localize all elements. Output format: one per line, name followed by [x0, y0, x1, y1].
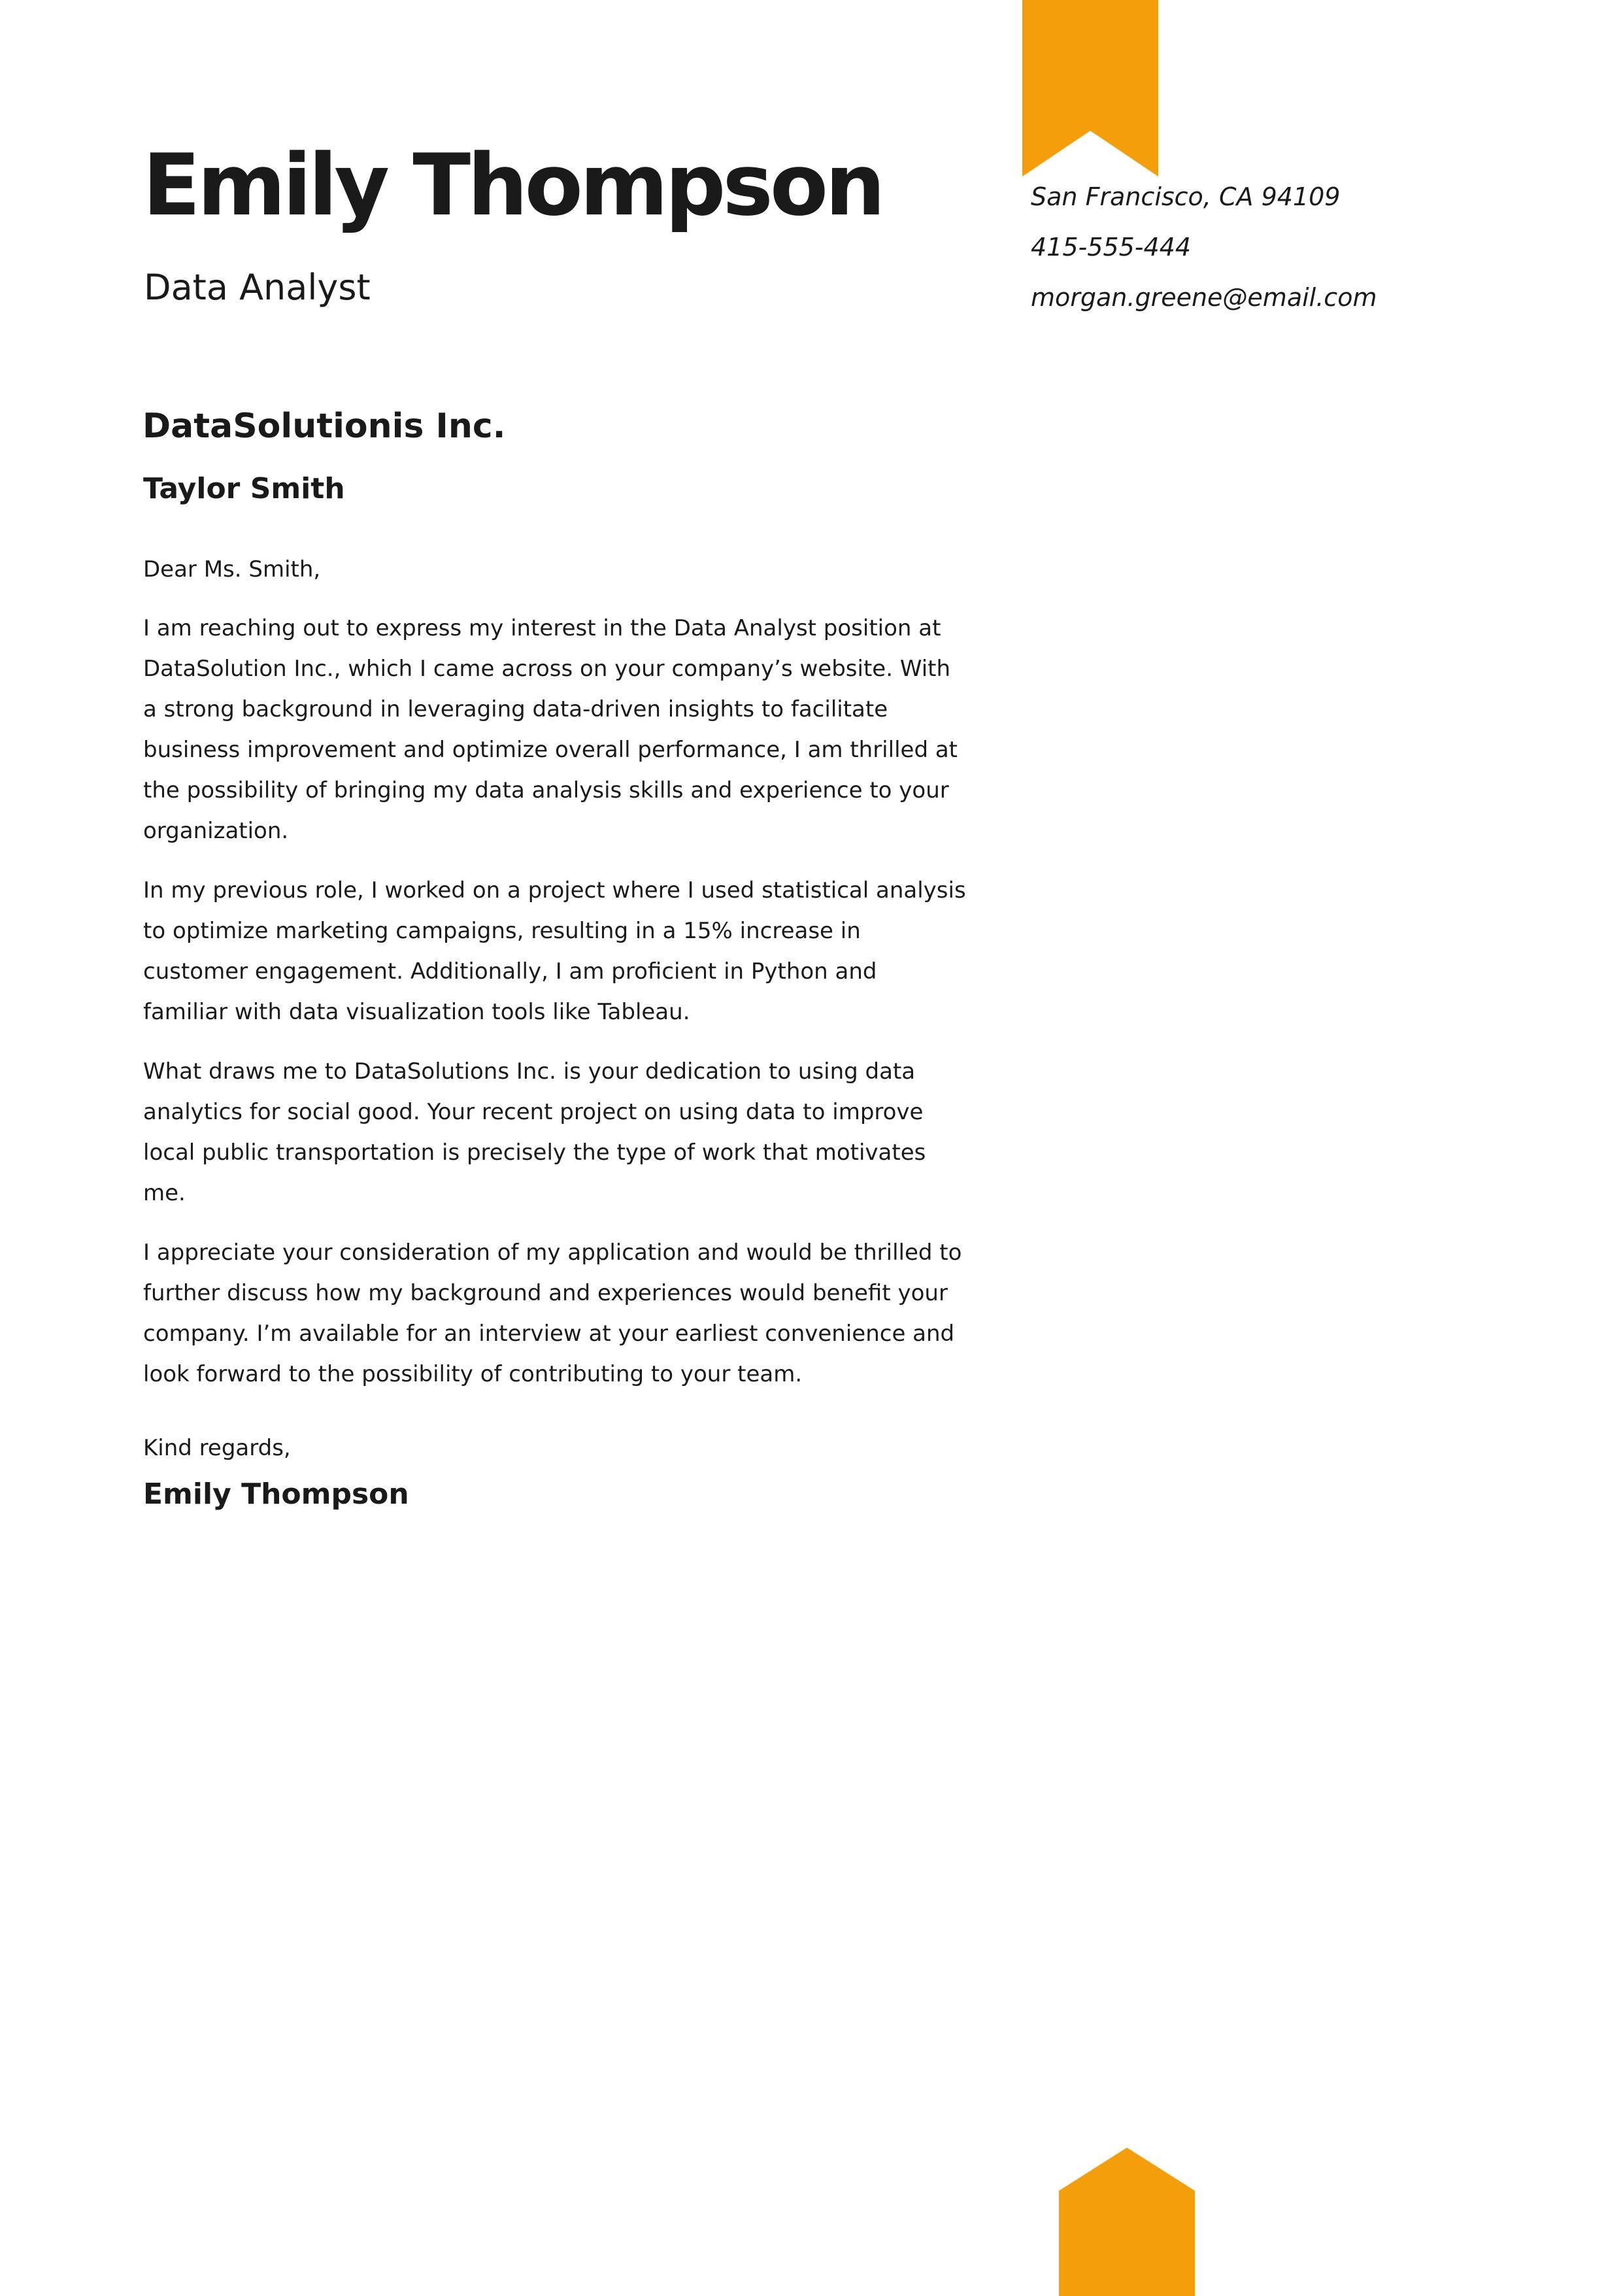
applicant-name: Emily Thompson: [142, 135, 882, 235]
letter-paragraph: In my previous role, I worked on a project where I used statistical analysis to optimize marketing campaigns, resulting in a 15% increase in customer engagement. Additionally, I am proficient in Python and familiar with data visualization tools like Tableau.: [143, 877, 966, 1025]
letter-salutation: Dear Ms. Smith,: [143, 556, 321, 582]
letter-signature: Emily Thompson: [143, 1477, 409, 1511]
applicant-job-title: Data Analyst: [144, 267, 371, 308]
contact-address: San Francisco, CA 94109: [1031, 182, 1341, 211]
bookmark-ribbon-shape: [1022, 0, 1158, 177]
contact-phone: 415-555-444: [1031, 233, 1192, 262]
letter-paragraph: I am reaching out to express my interest in the Data Analyst position at DataSolution Inc., which I came across on your company’s website. With a strong background in leveraging data-driven insights to facilitate business improvement and optimize overall performance, I am thrilled at the possibility of bringing my data analysis skills and experience to your organization.: [143, 615, 958, 844]
house-arrow-decoration: [1059, 2148, 1195, 2296]
bookmark-ribbon-decoration: [1022, 0, 1158, 177]
contact-info: [1031, 178, 1377, 329]
letter-body: [143, 549, 967, 1413]
house-arrow-shape: [1059, 2148, 1195, 2296]
letter-paragraph: I appreciate your consideration of my application and would be thrilled to further discuss how my background and experiences would benefit your company. I’m available for an interview at your earliest convenience and look forward to the possibility of contributing to your team.: [143, 1240, 962, 1387]
recipient-name: Taylor Smith: [143, 472, 345, 505]
contact-email: morgan.greene@email.com: [1031, 283, 1377, 312]
recipient-company: DataSolutionis Inc.: [142, 407, 506, 446]
letter-paragraph: What draws me to DataSolutions Inc. is your dedication to using data analytics for social good. Your recent project on using data to improve local public transportation is precisely the type of work that motivates me.: [143, 1058, 926, 1206]
letter-closing: Kind regards,: [143, 1435, 291, 1461]
